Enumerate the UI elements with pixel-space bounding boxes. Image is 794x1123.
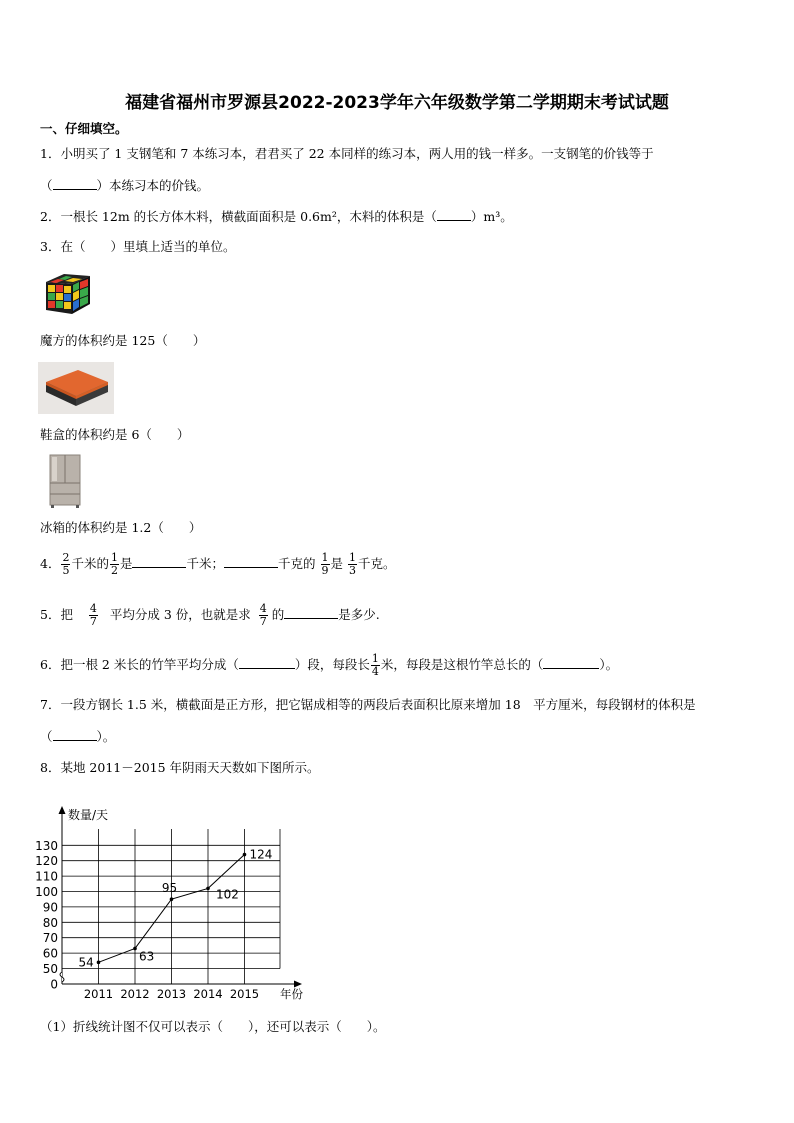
question-7-line-1: 7．一段方钢长 1.5 米，横截面是正方形，把它锯成相等的两段后表面积比原来增加 18 平方厘米，每段钢材的体积是 xyxy=(40,697,696,712)
question-2: 2．一根长 12m 的长方体木料，横截面面积是 0.6m²，木料的体积是（ ）m³。 xyxy=(40,209,513,224)
data-label: 54 xyxy=(78,955,94,970)
data-label: 95 xyxy=(161,881,178,896)
answer-blank[interactable] xyxy=(132,555,186,568)
page-title: 福建省福州市罗源县2022-2023学年六年级数学第二学期期末考试试题 xyxy=(125,93,669,113)
shoebox-image xyxy=(38,362,114,414)
question-5: 5．把 $\frac{4}{7}$ 平均分成 3 份，也就是求 $\frac{4}{7}$ 的 是多少. xyxy=(40,602,380,628)
data-label: 102 xyxy=(216,887,239,902)
answer-blank[interactable] xyxy=(437,208,471,221)
refrigerator-image xyxy=(48,453,82,509)
question-4: 4． $\frac{2}{5}$ 千米的 $\frac{1}{2}$ 是 千米； 千克的 $\frac{1}{9}$ 是 $\frac{1}{3}$ 千克。 xyxy=(40,551,396,577)
question-6: 6．把一根 2 米长的竹竿平均分成（ ）段，每段长 $\frac{1}{4}$ 米，每段是这根竹竿总长的（ ）。 xyxy=(40,652,619,678)
x-tick-label: 2012 xyxy=(120,987,150,1001)
shoebox-volume-line: 鞋盒的体积约是 6（ ） xyxy=(40,427,190,442)
answer-blank[interactable] xyxy=(239,656,295,669)
question-3: 3．在（ ）里填上适当的单位。 xyxy=(40,239,236,254)
cube-volume-line: 魔方的体积约是 125（ ） xyxy=(40,333,206,348)
answer-blank[interactable] xyxy=(224,555,278,568)
y-tick-label: 80 xyxy=(42,915,58,930)
y-tick-label: 120 xyxy=(35,854,58,869)
x-axis-label: 年份 xyxy=(280,987,303,1001)
data-point xyxy=(243,853,247,857)
y-tick-label: 90 xyxy=(42,900,58,915)
rubiks-cube-image xyxy=(42,270,94,318)
data-label: 124 xyxy=(249,847,273,862)
x-tick-label: 2015 xyxy=(229,987,260,1001)
data-label: 63 xyxy=(139,949,155,964)
line-chart xyxy=(30,800,320,1005)
y-tick-label: 50 xyxy=(42,962,58,976)
y-tick-label: 0 xyxy=(50,977,58,992)
data-point xyxy=(206,887,210,891)
data-point xyxy=(133,947,137,951)
y-tick-label: 70 xyxy=(42,931,58,946)
answer-blank[interactable] xyxy=(53,728,97,741)
data-point xyxy=(170,897,174,901)
question-8: 8．某地 2011－2015 年阴雨天天数如下图所示。 xyxy=(40,760,320,775)
answer-blank[interactable] xyxy=(284,606,338,619)
y-tick-label: 100 xyxy=(35,885,58,899)
x-tick-label: 2013 xyxy=(156,987,187,1001)
axis-break-mark xyxy=(60,972,64,982)
question-1-line-2: （ ）本练习本的价钱。 xyxy=(40,178,210,193)
x-tick-label: 2014 xyxy=(193,987,223,1001)
question-7-line-2: （ ）。 xyxy=(40,729,116,744)
answer-blank[interactable] xyxy=(543,656,599,669)
y-axis-label: 数量/天 xyxy=(68,808,109,822)
question-1-line-1: 1．小明买了 1 支钢笔和 7 本练习本，君君买了 22 本同样的练习本，两人用的钱一样多。一支钢笔的价钱等于 xyxy=(40,146,654,161)
y-axis-arrow xyxy=(59,806,66,814)
fridge-volume-line: 冰箱的体积约是 1.2（ ） xyxy=(40,520,202,535)
answer-blank[interactable] xyxy=(53,177,97,190)
y-tick-label: 60 xyxy=(42,946,58,961)
x-tick-label: 2011 xyxy=(83,987,114,1001)
section-heading: 一、仔细填空。 xyxy=(40,121,128,136)
y-tick-label: 130 xyxy=(35,838,58,853)
question-8-sub-1: （1）折线统计图不仅可以表示（ ），还可以表示（ ）。 xyxy=(40,1019,386,1034)
y-tick-label: 110 xyxy=(35,869,58,884)
data-point xyxy=(97,961,101,965)
